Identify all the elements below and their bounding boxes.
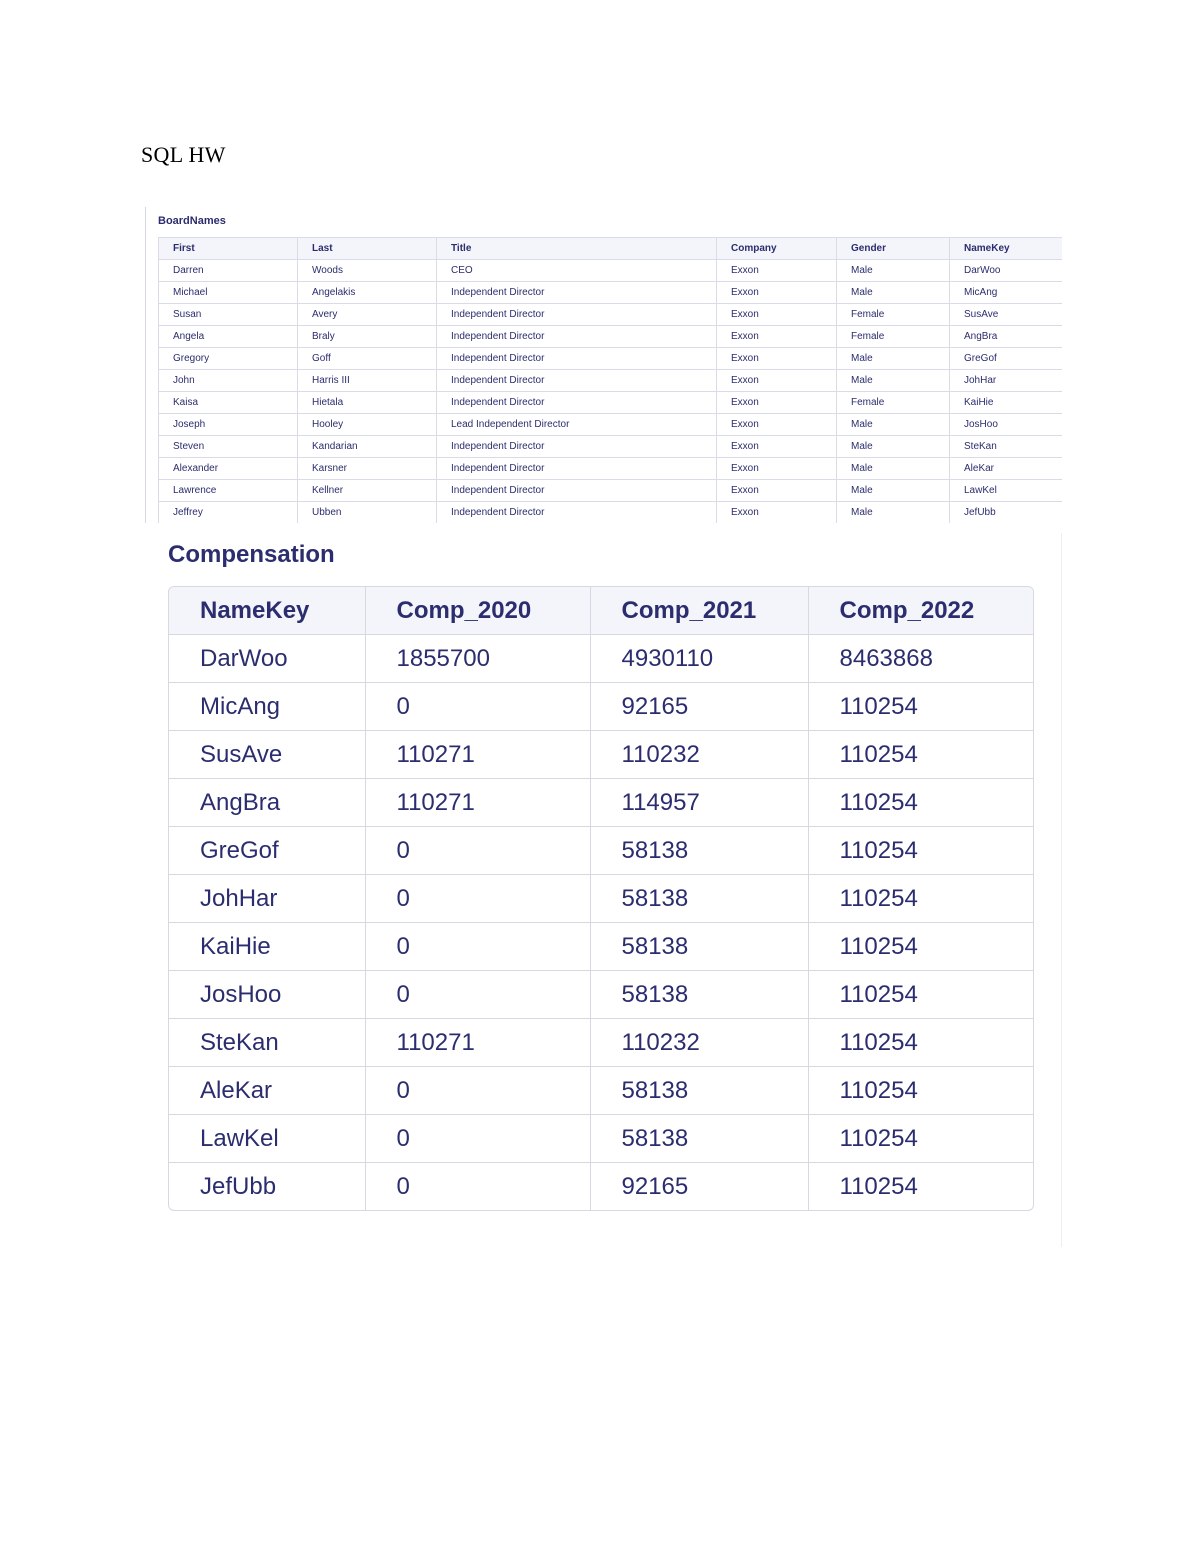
board-names-cell: Karsner: [298, 458, 437, 480]
compensation-column-header: Comp_2021: [590, 587, 808, 635]
compensation-body: [169, 635, 1033, 1211]
board-names-cell: Kellner: [298, 480, 437, 502]
compensation-cell: 58138: [590, 923, 808, 971]
board-names-table-row: [159, 282, 1063, 304]
compensation-cell: 110232: [590, 1019, 808, 1067]
compensation-cell: 58138: [590, 971, 808, 1019]
compensation-column-header: Comp_2020: [365, 587, 590, 635]
compensation-cell: 58138: [590, 875, 808, 923]
board-names-cell: DarWoo: [950, 260, 1063, 282]
board-names-cell: Independent Director: [437, 502, 717, 524]
board-names-header-row: [159, 238, 1063, 260]
compensation-cell: JefUbb: [169, 1163, 365, 1211]
board-names-column-header: NameKey: [950, 238, 1063, 260]
board-names-cell: Independent Director: [437, 348, 717, 370]
board-names-cell: Independent Director: [437, 436, 717, 458]
compensation-cell: KaiHie: [169, 923, 365, 971]
compensation-cell: 110271: [365, 779, 590, 827]
board-names-cell: Male: [837, 282, 950, 304]
board-names-cell: Hietala: [298, 392, 437, 414]
board-names-cell: John: [159, 370, 298, 392]
board-names-cell: Exxon: [717, 304, 837, 326]
compensation-cell: 92165: [590, 683, 808, 731]
board-names-cell: Exxon: [717, 392, 837, 414]
board-names-column-header: Gender: [837, 238, 950, 260]
compensation-table-row: [169, 1115, 1033, 1163]
board-names-cell: Exxon: [717, 436, 837, 458]
compensation-table-row: [169, 1019, 1033, 1067]
compensation-cell: 58138: [590, 1115, 808, 1163]
compensation-cell: SteKan: [169, 1019, 365, 1067]
board-names-cell: Kandarian: [298, 436, 437, 458]
compensation-cell: 0: [365, 971, 590, 1019]
compensation-cell: 8463868: [808, 635, 1033, 683]
board-names-cell: Woods: [298, 260, 437, 282]
board-names-cell: Angelakis: [298, 282, 437, 304]
board-names-table-row: [159, 326, 1063, 348]
board-names-cell: Male: [837, 370, 950, 392]
board-names-cell: Hooley: [298, 414, 437, 436]
board-names-table: [158, 237, 1062, 523]
board-names-cell: Exxon: [717, 370, 837, 392]
board-names-cell: KaiHie: [950, 392, 1063, 414]
board-names-cell: Independent Director: [437, 458, 717, 480]
compensation-cell: 0: [365, 923, 590, 971]
compensation-cell: LawKel: [169, 1115, 365, 1163]
board-names-cell: AleKar: [950, 458, 1063, 480]
board-names-cell: Female: [837, 326, 950, 348]
compensation-cell: 110254: [808, 779, 1033, 827]
compensation-table: [169, 587, 1033, 1210]
board-names-table-row: [159, 436, 1063, 458]
board-names-body: [159, 260, 1063, 524]
compensation-panel: [147, 533, 1062, 1247]
compensation-cell: 110254: [808, 1067, 1033, 1115]
board-names-cell: Kaisa: [159, 392, 298, 414]
compensation-cell: 58138: [590, 827, 808, 875]
compensation-cell: 58138: [590, 1067, 808, 1115]
compensation-cell: 0: [365, 1067, 590, 1115]
compensation-table-row: [169, 1163, 1033, 1211]
compensation-cell: 92165: [590, 1163, 808, 1211]
board-names-cell: JosHoo: [950, 414, 1063, 436]
board-names-cell: Michael: [159, 282, 298, 304]
board-names-cell: Independent Director: [437, 392, 717, 414]
compensation-cell: 110254: [839, 1172, 918, 1200]
board-names-cell: Independent Director: [437, 480, 717, 502]
board-names-cell: Steven: [159, 436, 298, 458]
compensation-column-header: NameKey: [169, 587, 365, 635]
board-names-table-row: [159, 502, 1063, 524]
board-names-cell: Male: [837, 348, 950, 370]
board-names-cell: Male: [837, 480, 950, 502]
board-names-cell: Male: [837, 502, 950, 524]
board-names-cell: Alexander: [159, 458, 298, 480]
board-names-cell: Male: [837, 436, 950, 458]
compensation-cell: 110254: [808, 923, 1033, 971]
board-names-cell: Independent Director: [437, 304, 717, 326]
board-names-cell: Angela: [159, 326, 298, 348]
board-names-cell: Exxon: [717, 260, 837, 282]
board-names-cell: Lead Independent Director: [437, 414, 717, 436]
board-names-column-header: Title: [437, 238, 717, 260]
board-names-table-row: [159, 392, 1063, 414]
compensation-cell: 110232: [590, 731, 808, 779]
compensation-cell: MicAng: [169, 683, 365, 731]
compensation-table-row: [169, 971, 1033, 1019]
compensation-table-wrapper: [168, 586, 1034, 1211]
compensation-cell: 110254: [808, 731, 1033, 779]
compensation-table-row: [169, 875, 1033, 923]
compensation-cell: 110254: [808, 1115, 1033, 1163]
board-names-cell: Male: [837, 414, 950, 436]
board-names-cell: MicAng: [950, 282, 1063, 304]
board-names-table-row: [159, 414, 1063, 436]
board-names-cell: SusAve: [950, 304, 1063, 326]
board-names-cell: Ubben: [298, 502, 437, 524]
board-names-cell: Jeffrey: [159, 502, 298, 524]
compensation-cell: 114957: [590, 779, 808, 827]
compensation-cell: 110254: [808, 875, 1033, 923]
compensation-column-header: Comp_2022: [808, 587, 1033, 635]
compensation-table-row: [169, 923, 1033, 971]
board-names-table-row: [159, 260, 1063, 282]
compensation-cell: AngBra: [169, 779, 365, 827]
board-names-cell: Male: [837, 458, 950, 480]
board-names-cell: Independent Director: [437, 282, 717, 304]
board-names-column-header: Company: [717, 238, 837, 260]
compensation-table-row: [169, 731, 1033, 779]
compensation-cell: JohHar: [169, 875, 365, 923]
board-names-cell: Harris III: [298, 370, 437, 392]
board-names-cell: JohHar: [950, 370, 1063, 392]
board-names-cell: SteKan: [950, 436, 1063, 458]
compensation-cell: 110271: [365, 1019, 590, 1067]
board-names-cell: Darren: [159, 260, 298, 282]
board-names-cell: Exxon: [717, 326, 837, 348]
board-names-cell: Joseph: [159, 414, 298, 436]
compensation-cell: AleKar: [169, 1067, 365, 1115]
board-names-heading: BoardNames: [158, 215, 226, 227]
board-names-cell: CEO: [437, 260, 717, 282]
board-names-panel: [145, 207, 1062, 523]
board-names-cell: Goff: [298, 348, 437, 370]
board-names-cell: Female: [837, 304, 950, 326]
compensation-cell: 110254: [808, 1019, 1033, 1067]
board-names-cell: GreGof: [950, 348, 1063, 370]
board-names-cell: Independent Director: [437, 370, 717, 392]
compensation-table-row: [169, 683, 1033, 731]
board-names-cell: Gregory: [159, 348, 298, 370]
board-names-cell: Exxon: [717, 502, 837, 524]
board-names-cell: Female: [837, 392, 950, 414]
compensation-cell: 0: [365, 1163, 590, 1211]
compensation-cell: JosHoo: [169, 971, 365, 1019]
board-names-cell: Lawrence: [159, 480, 298, 502]
board-names-cell: Avery: [298, 304, 437, 326]
board-names-table-row: [159, 304, 1063, 326]
board-names-cell: Susan: [159, 304, 298, 326]
compensation-table-row: [169, 779, 1033, 827]
compensation-cell: 110271: [365, 731, 590, 779]
board-names-cell: Independent Director: [437, 326, 717, 348]
compensation-cell: DarWoo: [169, 635, 365, 683]
board-names-table-row: [159, 458, 1063, 480]
board-names-cell: LawKel: [950, 480, 1063, 502]
compensation-table-row: [169, 827, 1033, 875]
compensation-cell: 0: [365, 1115, 590, 1163]
board-names-table-row: [159, 370, 1063, 392]
board-names-cell: AngBra: [950, 326, 1063, 348]
board-names-cell: Exxon: [717, 414, 837, 436]
compensation-header-row: [169, 587, 1033, 635]
board-names-table-row: [159, 480, 1063, 502]
compensation-cell: 0: [365, 683, 590, 731]
compensation-cell: 1855700: [365, 635, 590, 683]
compensation-cell: 110254: [808, 683, 1033, 731]
board-names-cell: Exxon: [717, 282, 837, 304]
compensation-cell: SusAve: [169, 731, 365, 779]
board-names-cell: Exxon: [717, 458, 837, 480]
compensation-heading: Compensation: [168, 541, 335, 568]
compensation-table-row: [169, 635, 1033, 683]
compensation-cell: GreGof: [169, 827, 365, 875]
board-names-cell: JefUbb: [950, 502, 1063, 524]
board-names-column-header: First: [159, 238, 298, 260]
compensation-cell: 4930110: [590, 635, 808, 683]
board-names-table-row: [159, 348, 1063, 370]
compensation-cell: 0: [365, 875, 590, 923]
compensation-table-row: [169, 1067, 1033, 1115]
board-names-cell: Male: [837, 260, 950, 282]
compensation-cell: 0: [365, 827, 590, 875]
board-names-column-header: Last: [298, 238, 437, 260]
compensation-cell: 110254: [808, 971, 1033, 1019]
document-title: SQL HW: [141, 142, 226, 167]
board-names-cell: Exxon: [717, 348, 837, 370]
board-names-cell: Exxon: [717, 480, 837, 502]
board-names-cell: Braly: [298, 326, 437, 348]
compensation-cell: 110254: [808, 827, 1033, 875]
